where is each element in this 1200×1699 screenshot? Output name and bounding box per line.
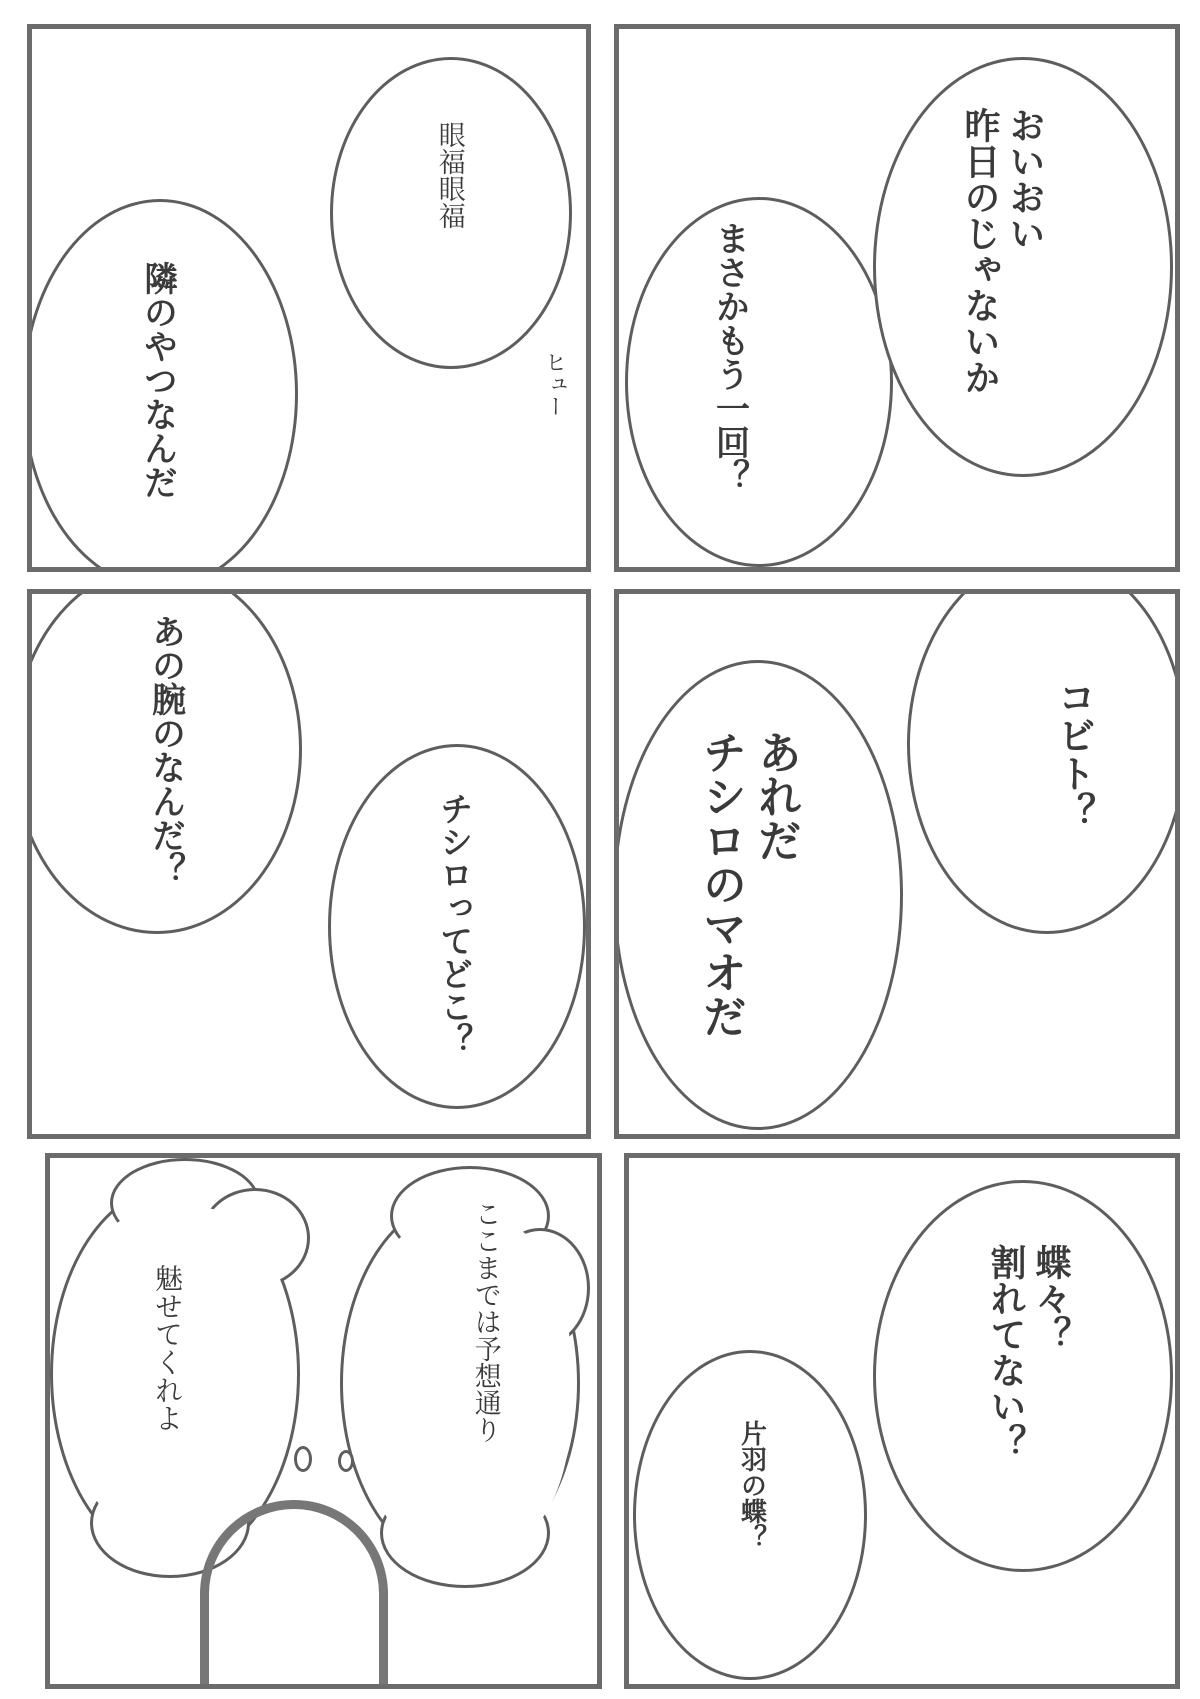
bubble-text-1b: 隣のやつなんだ <box>137 261 178 499</box>
thought-text-5a: 魅せてくれよ <box>151 1264 184 1432</box>
thought-cloud-5b-fill <box>360 1218 570 1553</box>
bubble-text-2a: おいおい 昨日のじゃないか <box>959 107 1045 395</box>
sfx-text-1: ヒュー <box>541 351 567 417</box>
character-head <box>200 1500 388 1689</box>
panel-4 <box>614 589 1180 1139</box>
bubble-text-2b: まさかもう一回？ <box>709 221 750 493</box>
speech-bubble-4a <box>907 589 1180 934</box>
bubble-text-6a: 蝶々？ 割れてない？ <box>985 1244 1071 1460</box>
panel-2 <box>614 24 1180 572</box>
thought-dot <box>338 1450 354 1472</box>
thought-text-5b: ここまでは予想通り <box>469 1200 501 1443</box>
bubble-text-6b: 片羽の蝶？ <box>736 1420 767 1550</box>
panel-3 <box>27 589 591 1139</box>
bubble-text-3a: あの腕のなんだ？ <box>145 614 186 886</box>
speech-bubble-2b <box>625 197 893 567</box>
bubble-text-4a: コビト？ <box>1051 678 1096 830</box>
panel-1 <box>27 24 591 572</box>
bubble-text-4b: あれだ チシロのマオだ <box>695 730 801 1038</box>
bubble-text-3b: チシロってどこ？ <box>435 792 475 1056</box>
panel-5 <box>45 1153 602 1689</box>
panel-6 <box>624 1153 1180 1689</box>
thought-dot <box>294 1446 312 1472</box>
bubble-text-1a: 眼福眼福 <box>433 121 465 229</box>
